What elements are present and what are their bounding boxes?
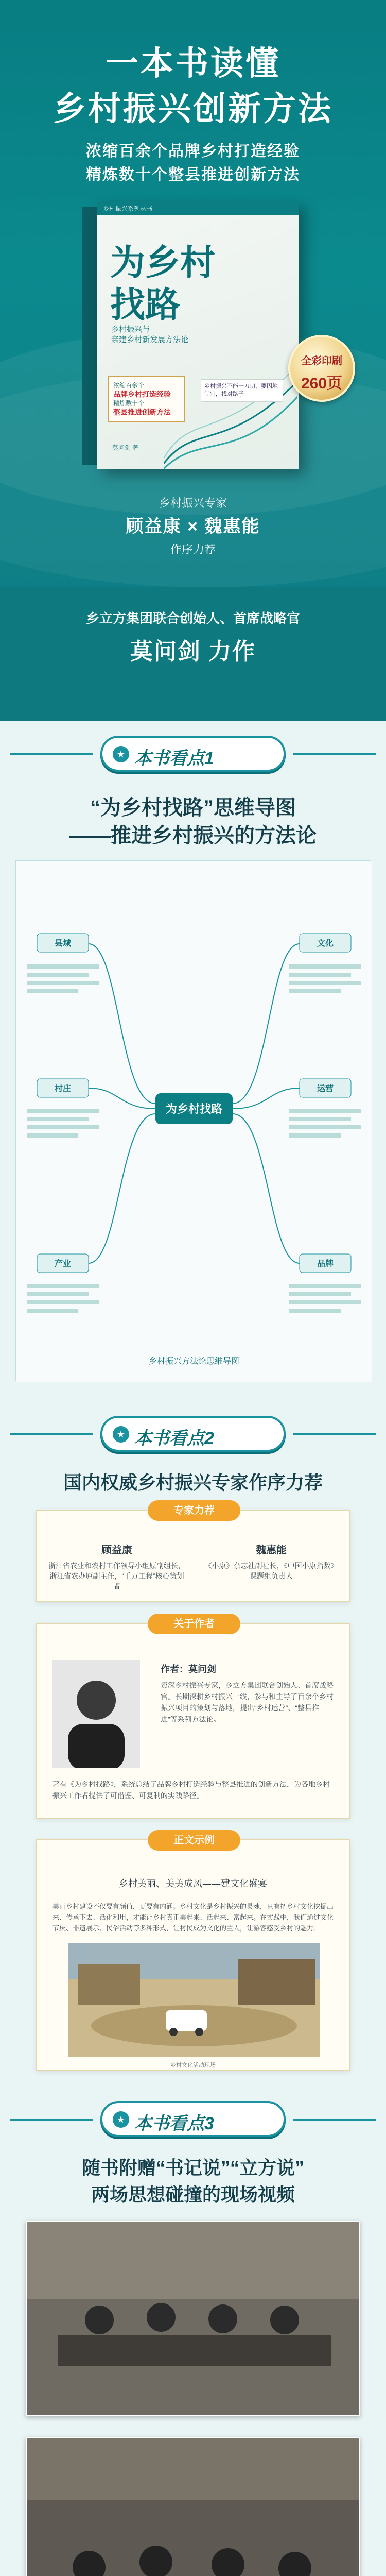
header-wing-right bbox=[293, 753, 376, 755]
recommender-name: 顾益康 bbox=[101, 1545, 132, 1556]
book-cover bbox=[82, 201, 299, 469]
cover-badge bbox=[108, 376, 185, 422]
author-bio: 资深乡村振兴专家，乡立方集团联合创始人、首席战略官。长期深耕乡村振兴一线，参与和主导了百余个乡村振兴项目的策划与落地，提出“乡村运营”、“整县推进”等系列方法论。 bbox=[161, 1681, 334, 1723]
highlight-2-section bbox=[0, 1401, 386, 2087]
cover-quote: 乡村振兴不能一刀切，要因地制宜，找对路子 bbox=[201, 379, 283, 402]
mindmap-footer: 乡村振兴方法论思维导图 bbox=[148, 1357, 240, 1366]
mindmap-branch: 村庄 bbox=[54, 1084, 72, 1093]
recommender-name: 魏惠能 bbox=[256, 1545, 287, 1556]
mindmap-title: “为乡村找路”思维导图 bbox=[90, 796, 296, 819]
hero-subtitle-line2: 精炼数十个整县推进创新方法 bbox=[86, 166, 300, 183]
header-wing-right bbox=[293, 1433, 376, 1435]
author-ribbon: 关于作者 bbox=[148, 1614, 240, 1634]
book-cover-front bbox=[97, 201, 299, 469]
author-portrait bbox=[52, 1660, 140, 1768]
header-label: 本书看点2 bbox=[134, 1429, 214, 1448]
cover-badge-line3: 精炼数十个 bbox=[113, 400, 145, 407]
hero-title-line1: 一本书读懂 bbox=[106, 45, 280, 83]
star-icon: ★ bbox=[113, 746, 129, 762]
cover-badge-line1: 浓缩百余个 bbox=[113, 382, 145, 389]
mindmap-graphic bbox=[16, 861, 372, 1382]
author-name: 作者：莫问剑 bbox=[161, 1664, 216, 1674]
excerpt-photo bbox=[68, 1943, 320, 2057]
recommender-desc: 浙江省农业和农村工作领导小组原副组长，浙江省农办原副主任，“千万工程”核心策划者 bbox=[48, 1562, 185, 1590]
highlight-1-section bbox=[0, 721, 386, 1401]
cover-authors: 莫问剑 著 bbox=[112, 444, 139, 451]
author-affiliation: 乡立方集团联合创始人、首席战略官 bbox=[85, 611, 300, 626]
expert-role: 作序力荐 bbox=[170, 543, 216, 556]
full-color-seal bbox=[288, 335, 355, 402]
discussion-photo-graphic bbox=[27, 2438, 360, 2576]
meeting-photo-graphic bbox=[27, 2222, 360, 2416]
mindmap-image bbox=[15, 860, 371, 1381]
header-pill bbox=[100, 1416, 286, 1452]
seal-line1: 全彩印刷 bbox=[301, 355, 342, 367]
mindmap-center: 为乡村找路 bbox=[165, 1103, 223, 1115]
author-photo bbox=[52, 1660, 140, 1768]
excerpt-heading: 乡村美丽、美美成风——建文化盛宴 bbox=[119, 1878, 267, 1889]
highlight-1-header bbox=[0, 726, 386, 783]
recommender-desc: 《小康》杂志社副社长，《中国小康指数》课题组负责人 bbox=[204, 1562, 338, 1580]
video-photo-1 bbox=[26, 2221, 360, 2416]
hero-title-line2: 乡村振兴创新方法 bbox=[53, 90, 333, 128]
author-highlight: 莫问剑 力作 bbox=[130, 639, 256, 664]
cover-title-line1: 为乡村 bbox=[110, 243, 216, 283]
recommender-right bbox=[202, 1541, 341, 1581]
expert-section-title: 国内权威乡村振兴专家作序力荐 bbox=[63, 1472, 323, 1493]
mindmap-branch: 运营 bbox=[317, 1084, 334, 1093]
star-icon: ★ bbox=[113, 2111, 129, 2128]
header-pill bbox=[100, 736, 286, 772]
mindmap-subtitle: ——推进乡村振兴的方法论 bbox=[69, 824, 317, 847]
cover-subtitle bbox=[111, 325, 188, 345]
hero-subtitle-line1: 浓缩百余个品牌乡村打造经验 bbox=[86, 143, 300, 160]
cover-series: 乡村振兴系列丛书 bbox=[103, 205, 153, 212]
cover-badge-line2: 品牌乡村打造经验 bbox=[113, 390, 171, 398]
highlight-3-header bbox=[0, 2092, 386, 2148]
header-wing-right bbox=[293, 2119, 376, 2121]
excerpt-photo-graphic bbox=[68, 1943, 320, 2057]
expert-names: 顾益康 × 魏惠能 bbox=[126, 517, 260, 536]
hero-section bbox=[0, 0, 386, 587]
header-label: 本书看点1 bbox=[134, 749, 214, 768]
author-band bbox=[0, 587, 386, 721]
excerpt-body: 美丽乡村建设不仅要有颜值，更要有内涵。乡村文化是乡村振兴的灵魂，只有把乡村文化挖掘出来、传承下去、活化利用，才能让乡村真正美起来、活起来、富起来。在实践中，我们通过文化节庆、非遗展示、民俗活动等多种形式，让村民成为文化的主人，让游客感受乡村的魅力。 bbox=[52, 1903, 334, 1932]
seal-line2: 260页 bbox=[301, 375, 343, 392]
photo-caption: 乡村文化活动现场 bbox=[170, 2062, 216, 2069]
highlight-3-section bbox=[0, 2087, 386, 2576]
expert-recommend-card bbox=[36, 1505, 350, 1602]
expert-label: 乡村振兴专家 bbox=[159, 497, 227, 510]
mindmap-branch: 县域 bbox=[54, 939, 72, 948]
video-photo-2 bbox=[26, 2437, 360, 2576]
expert-ribbon: 专家力荐 bbox=[148, 1500, 240, 1521]
author-bio-2: 著有《为乡村找路》，系统总结了品牌乡村打造经验与整县推进的创新方法，为各地乡村振兴工作者提供了可借鉴、可复制的实践路径。 bbox=[52, 1780, 330, 1800]
cover-badge-line4: 整县推进创新方法 bbox=[113, 408, 171, 416]
highlight-2-header bbox=[0, 1406, 386, 1463]
author-card bbox=[36, 1618, 350, 1819]
header-wing-left bbox=[10, 753, 93, 755]
header-wing-left bbox=[10, 2119, 93, 2121]
video-title-line1: 随书附赠“书记说”“立方说” bbox=[81, 2157, 304, 2178]
cover-title-line2: 找路 bbox=[110, 285, 181, 326]
header-wing-left bbox=[10, 1433, 93, 1435]
excerpt-card bbox=[36, 1835, 350, 2071]
star-icon: ★ bbox=[113, 1426, 129, 1443]
cover-subtitle-line2: 亲建乡村新发展方法论 bbox=[111, 335, 189, 344]
recommender-left bbox=[47, 1541, 186, 1591]
video-title-line2: 两场思想碰撞的现场视频 bbox=[91, 2184, 295, 2205]
header-pill bbox=[100, 2101, 286, 2137]
header-label: 本书看点3 bbox=[134, 2114, 214, 2133]
mindmap-branch: 产业 bbox=[54, 1260, 72, 1268]
mindmap-branch: 文化 bbox=[317, 939, 334, 948]
mindmap-branch: 品牌 bbox=[317, 1260, 334, 1268]
excerpt-ribbon: 正文示例 bbox=[148, 1830, 240, 1851]
cover-subtitle-line1: 乡村振兴与 bbox=[111, 325, 150, 334]
